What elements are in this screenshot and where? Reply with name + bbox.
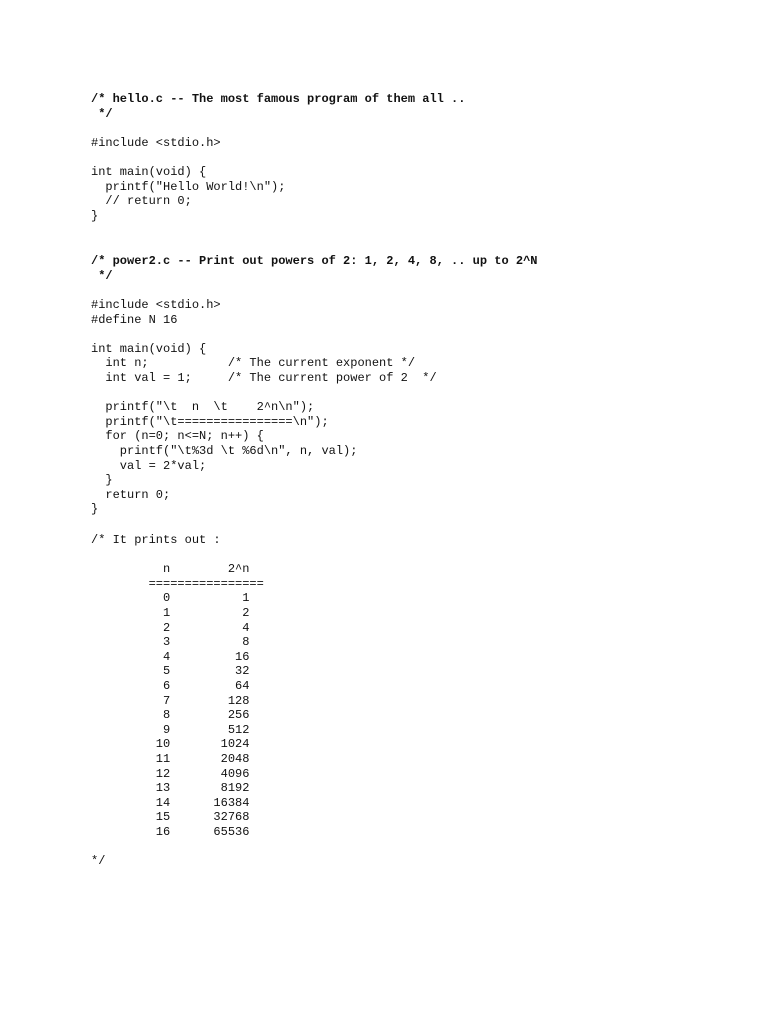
- power2-program-code: #include <stdio.h> #define N 16 int main(void) { int n; /* The current exponent */ int val = 1; /* The current power of 2 */ printf("\t n \t 2^n\n"); printf("\t================\n"); for (n=0; n<=N; n++) { printf("\t%3d \t %6d\n", n, val); val = 2*val; } return 0; }: [91, 298, 437, 517]
- hello-program-comment: /* hello.c -- The most famous program of them all .. */: [91, 92, 466, 121]
- program-output-comment: /* It prints out : n 2^n ================ 0 1 1 2 2 4 3 8 4 16 5 32 6 64 7 128 8 256 9 512 10 1024 11 2048 12 4096 13 8192 14 16384 15 32768 16 65536 */: [91, 533, 264, 869]
- power2-program-comment: /* power2.c -- Print out powers of 2: 1, 2, 4, 8, .. up to 2^N */: [91, 254, 538, 283]
- hello-program-code: #include <stdio.h> int main(void) { printf("Hello World!\n"); // return 0; }: [91, 136, 286, 223]
